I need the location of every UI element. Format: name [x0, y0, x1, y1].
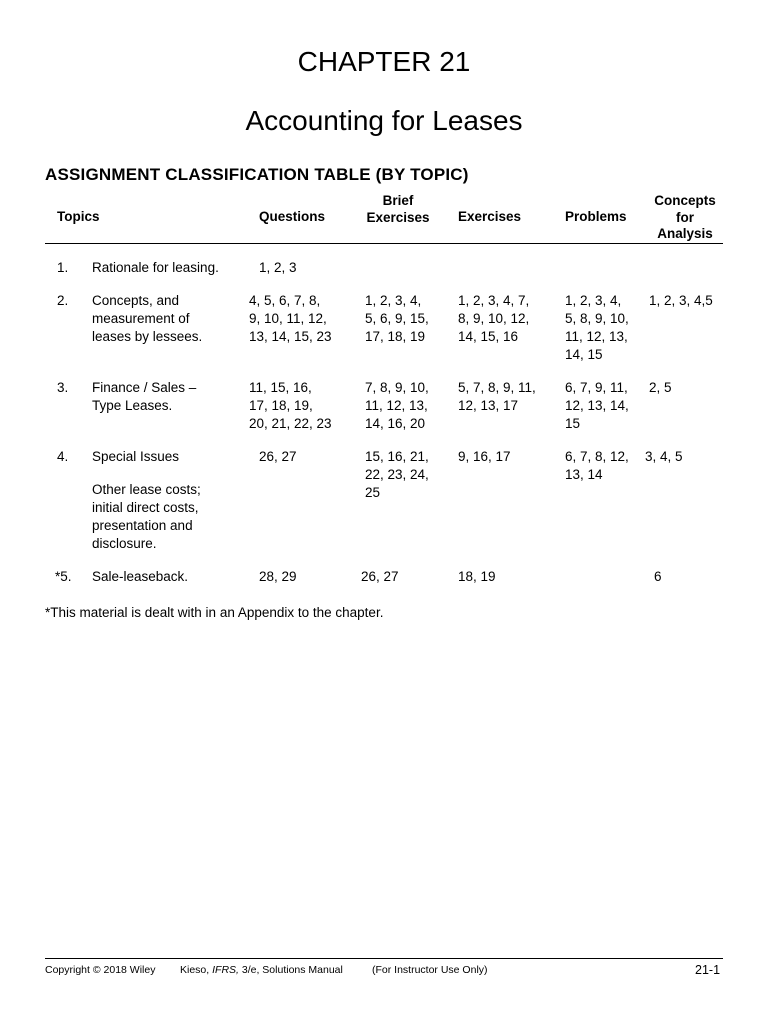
row-3-brief-exercises: 7, 8, 9, 10, 11, 12, 13, 14, 16, 20 [365, 380, 429, 431]
row-2-number: 2. [57, 293, 69, 308]
footer-author: Kieso, [180, 964, 210, 976]
row-4-number: 4. [57, 449, 69, 464]
header-problems: Problems [565, 209, 627, 224]
header-topics: Topics [57, 209, 100, 224]
row-3-problems: 6, 7, 9, 11, 12, 13, 14, 15 [565, 380, 629, 431]
row-4-brief-exercises: 15, 16, 21, 22, 23, 24, 25 [365, 449, 429, 500]
row-5-number: *5. [55, 569, 72, 584]
row-5-topic: Sale-leaseback. [92, 569, 189, 584]
row-4-exercises: 9, 16, 17 [458, 449, 511, 464]
chapter-heading: CHAPTER 21 [297, 46, 471, 77]
footer-divider [45, 958, 723, 959]
footer-citation [180, 964, 343, 976]
row-2-exercises: 1, 2, 3, 4, 7, 8, 9, 10, 12, 14, 15, 16 [458, 293, 530, 344]
row-3-questions: 11, 15, 16, 17, 18, 19, 20, 21, 22, 23 [249, 380, 332, 431]
row-5-concepts: 6 [654, 569, 662, 584]
header-questions: Questions [259, 209, 326, 224]
row-2-problems: 1, 2, 3, 4, 5, 8, 9, 10, 11, 12, 13, 14, 15 [565, 293, 629, 362]
row-3-exercises: 5, 7, 8, 9, 11, 12, 13, 17 [458, 380, 536, 413]
row-2-topic: Concepts, and measurement of leases by lessees. [92, 293, 203, 344]
row-1-number: 1. [57, 260, 69, 275]
row-4-concepts: 3, 4, 5 [645, 449, 683, 464]
row-3-topic: Finance / Sales – Type Leases. [92, 380, 197, 413]
page-number: 21-1 [695, 963, 721, 977]
footnote: *This material is dealt with in an Appendix to the chapter. [45, 605, 384, 620]
row-4-topic: Special Issues [92, 449, 180, 464]
row-4-problems: 6, 7, 8, 12, 13, 14 [565, 449, 629, 482]
footer-copyright: Copyright © 2018 Wiley [45, 964, 156, 976]
row-4-questions: 26, 27 [259, 449, 297, 464]
header-divider [45, 243, 723, 244]
row-2-questions: 4, 5, 6, 7, 8, 9, 10, 11, 12, 13, 14, 15, 23 [249, 293, 332, 344]
footer-book: IFRS, [212, 964, 239, 976]
chapter-title: Accounting for Leases [245, 105, 523, 136]
row-5-questions: 28, 29 [259, 569, 297, 584]
header-concepts-for-analysis: Concepts for Analysis [654, 193, 716, 241]
header-brief-exercises: Brief Exercises [366, 193, 430, 225]
row-5-brief-exercises: 26, 27 [361, 569, 399, 584]
row-1-questions: 1, 2, 3 [259, 260, 297, 275]
footer-note: (For Instructor Use Only) [372, 964, 488, 976]
table-title: ASSIGNMENT CLASSIFICATION TABLE (BY TOPIC) [45, 165, 469, 184]
row-3-number: 3. [57, 380, 69, 395]
row-3-concepts: 2, 5 [649, 380, 672, 395]
row-1-topic: Rationale for leasing. [92, 260, 219, 275]
row-4-topic-note: Other lease costs; initial direct costs, presentation and disclosure. [92, 482, 201, 551]
header-exercises: Exercises [458, 209, 522, 224]
row-5-exercises: 18, 19 [458, 569, 496, 584]
row-2-brief-exercises: 1, 2, 3, 4, 5, 6, 9, 15, 17, 18, 19 [365, 293, 429, 344]
row-2-concepts: 1, 2, 3, 4,5 [649, 293, 713, 308]
footer-edition: 3/e, Solutions Manual [241, 964, 343, 976]
